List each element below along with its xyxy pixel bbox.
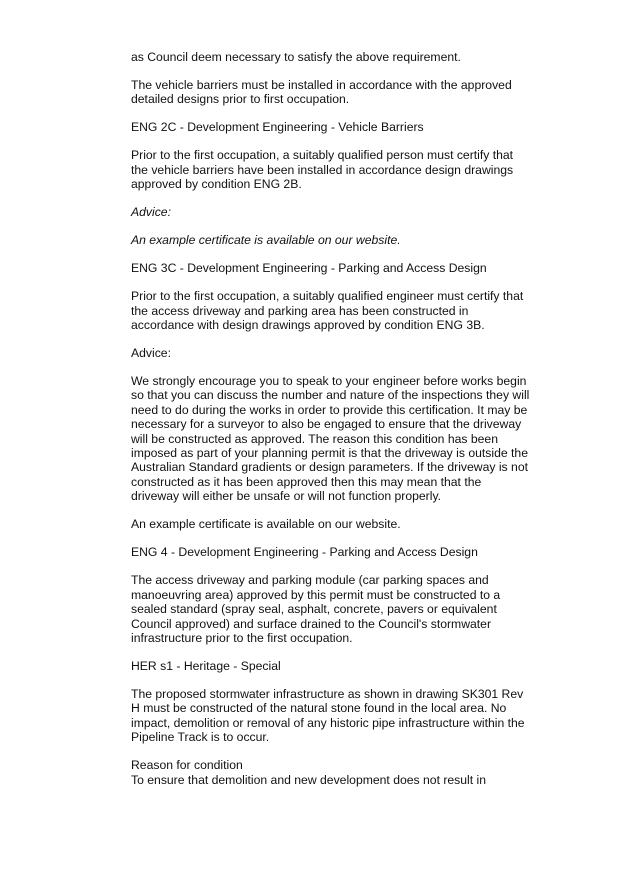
paragraph-advice-engineer: We strongly encourage you to speak to your engineer before works begin so that you can discuss the number and nature of the inspections they will need to do during the works in order to provide this certification. It may be necessary for a surveyor to also be engaged to ensure that the driveway will be constructed as approved. The reason this condition has been imposed as part of your planning permit is that the driveway is outside the Australian Standard gradients or design parameters. If the driveway is not constructed as it has been approved then this may mean that the driveway will either be unsafe or will not function properly. (131, 374, 530, 504)
heading-eng-4: ENG 4 - Development Engineering - Parking and Access Design (131, 545, 478, 560)
heading-eng-2c: ENG 2C - Development Engineering - Vehicle Barriers (131, 120, 424, 135)
paragraph-eng-4-driveway: The access driveway and parking module (car parking spaces and manoeuvring area) approved by this permit must be constructed to a sealed standard (spray seal, asphalt, concrete, pavers or equivalent Council approved) and surface drained to the Council's stormwater infrastructure prior to the first occupation. (131, 573, 501, 645)
paragraph-eng-2c-certify: Prior to the first occupation, a suitably qualified person must certify that the vehicle barriers have been installed in accordance design drawings approved by condition ENG 2B. (131, 148, 514, 192)
paragraph-reason-continues: To ensure that demolition and new development does not result in (131, 772, 487, 787)
advice-label-italic: Advice: (131, 205, 171, 220)
paragraph-eng-3c-certify: Prior to the first occupation, a suitably qualified engineer must certify that the access driveway and parking area has been constructed in accordance with design drawings approved by condition ENG 3B. (131, 289, 524, 333)
heading-eng-3c: ENG 3C - Development Engineering - Parking and Access Design (131, 261, 487, 276)
document-page (131, 50, 531, 801)
heading-her-s1: HER s1 - Heritage - Special (131, 658, 281, 673)
example-certificate: An example certificate is available on our website. (131, 517, 401, 532)
paragraph-continuation: as Council deem necessary to satisfy the above requirement. (131, 50, 461, 64)
paragraph-vehicle-barriers-installation: The vehicle barriers must be installed in accordance with the approved detailed designs prior to first occupation. (131, 78, 512, 107)
reason-for-condition-label: Reason for condition (131, 758, 243, 773)
advice-label: Advice: (131, 346, 171, 361)
example-certificate-italic: An example certificate is available on our website. (131, 233, 401, 248)
paragraph-her-s1-stormwater: The proposed stormwater infrastructure as shown in drawing SK301 Rev H must be constructed of the natural stone found in the local area. No impact, demolition or removal of any historic pipe infrastructure within the Pipeline Track is to occur. (131, 686, 525, 745)
